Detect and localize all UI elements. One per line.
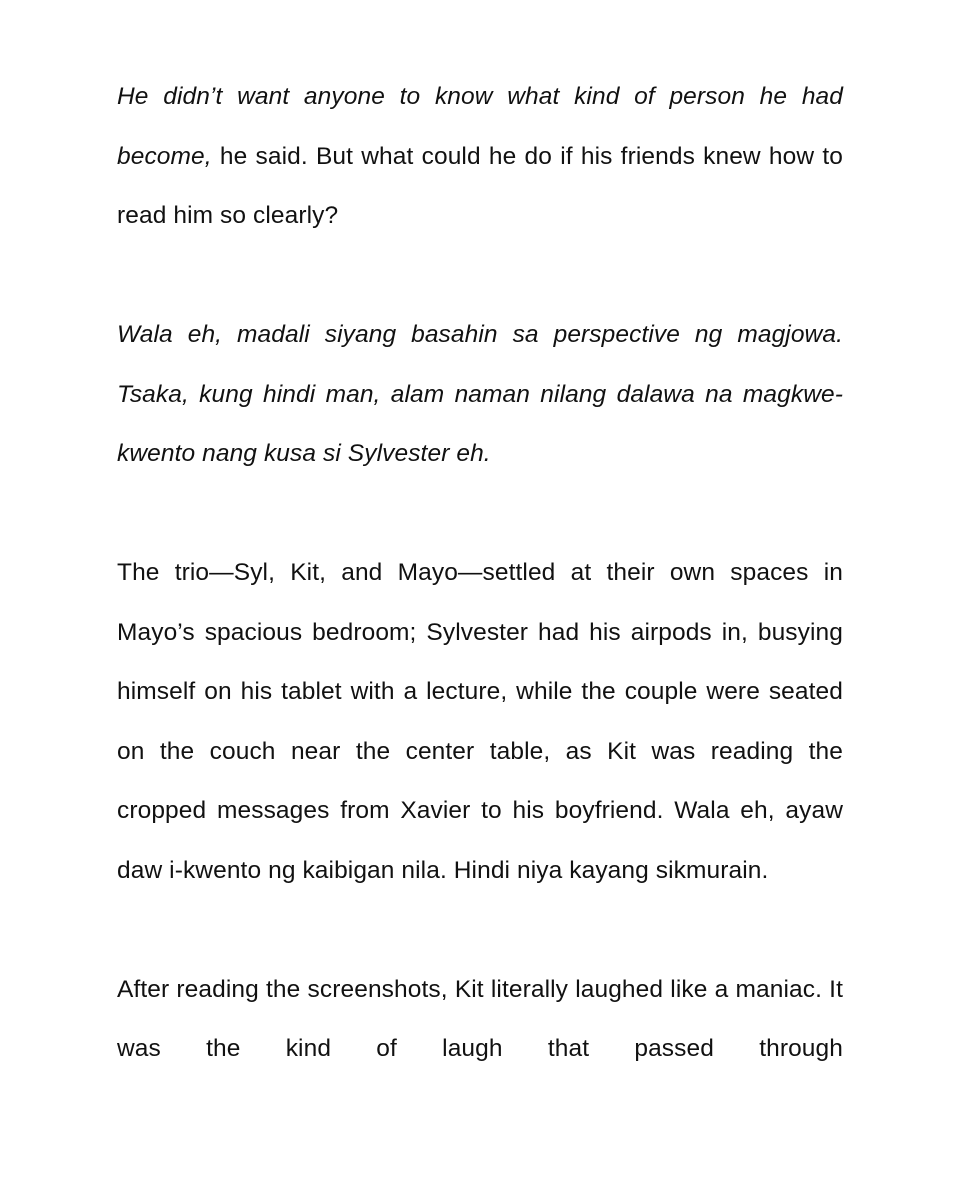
paragraph-text: The trio—Syl, Kit, and Mayo—settled at their own spaces in Mayo’s spacious bedroom; Sylvester had his airpods in, busying himself on his tablet with a lecture, while the couple were seated on the couch near the center table, as Kit was reading the cropped messages from Xavier to his boyfriend. Wala eh, ayaw daw i-kwento ng kaibigan nila. Hindi niya kayang sikmurain.	[117, 559, 843, 884]
paragraph-4	[117, 960, 843, 1079]
paragraph-text: After reading the screenshots, Kit literally laughed like a maniac. It was the kind of laugh that passed through	[117, 975, 843, 1062]
document-page	[117, 67, 843, 1079]
paragraph-text: he said. But what could he do if his friends knew how to read him so clearly?	[117, 142, 843, 229]
italic-thought: He didn’t want anyone to know what kind of person he had become,	[117, 83, 843, 170]
italic-thought: Wala eh, madali siyang basahin sa perspective ng magjowa. Tsaka, kung hindi man, alam naman nilang dalawa na magkwe-kwento nang kusa si Sylvester eh.	[117, 321, 843, 467]
paragraph-3	[117, 543, 843, 900]
paragraph-1	[117, 67, 843, 246]
paragraph-2	[117, 305, 843, 484]
